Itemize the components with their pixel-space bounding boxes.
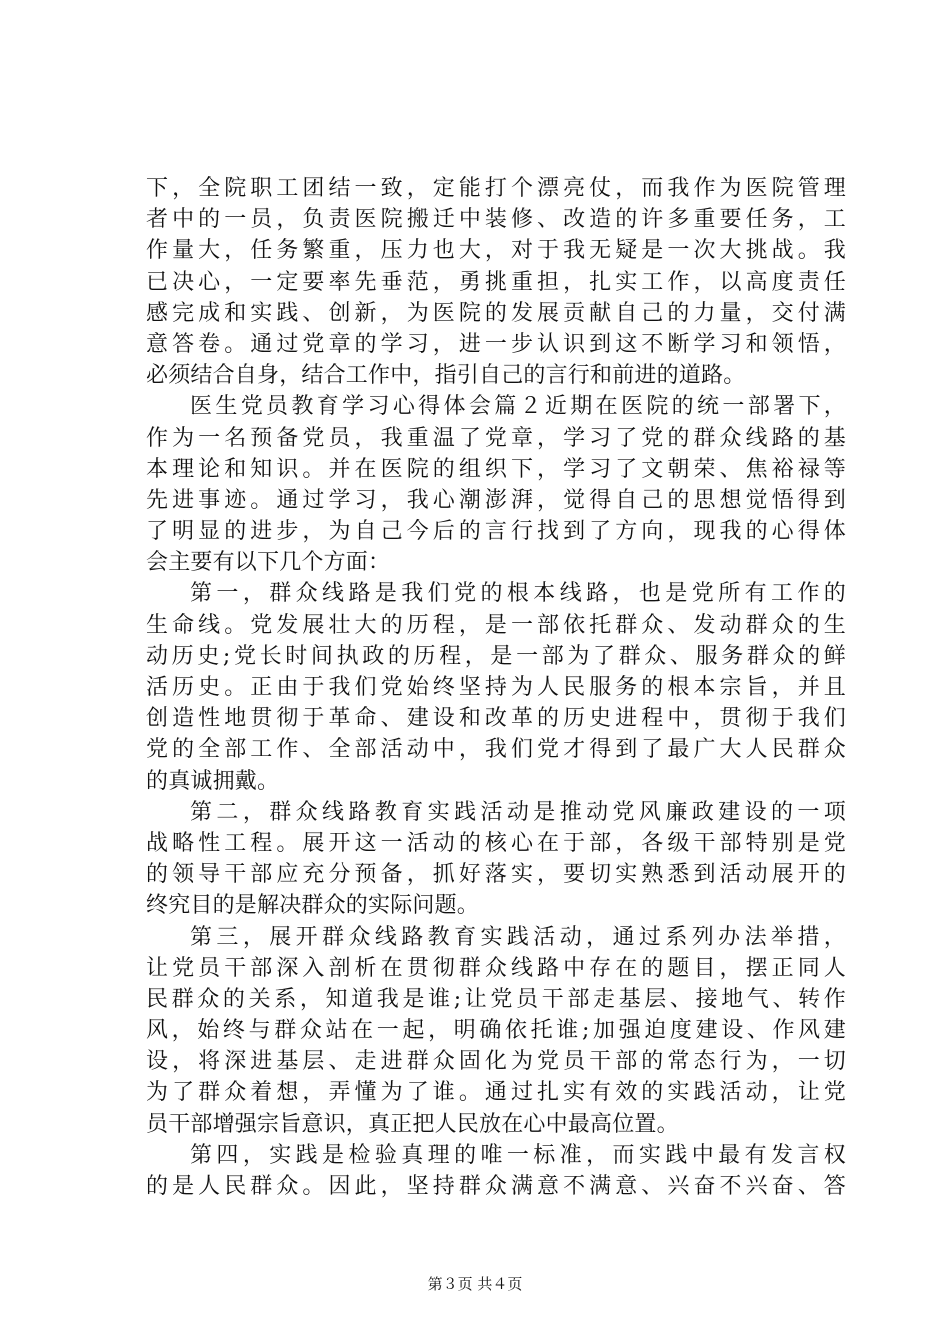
text-line: 的是人民群众。因此，坚持群众满意不满意、兴奋不兴奋、答	[146, 1174, 846, 1199]
text-line: 作量大，任务繁重，压力也大，对于我无疑是一次大挑战。我	[146, 238, 846, 264]
text-line: 感完成和实践、创新，为医院的发展贡献自己的力量，交付满	[146, 300, 846, 326]
text-line: 作为一名预备党员，我重温了党章，学习了党的群众线路的基	[146, 425, 846, 451]
text-line: 创造性地贯彻于革命、建设和改革的历史进程中，贯彻于我们	[146, 706, 846, 732]
text-line: 医生党员教育学习心得体会篇２近期在医院的统一部署下，	[190, 394, 846, 420]
text-line: 活历史。正由于我们党始终坚持为人民服务的根本宗旨，并且	[146, 675, 846, 700]
text-line: 风，始终与群众站在一起，明确依托谁;加强迫度建设、作风建	[146, 1018, 846, 1044]
text-line: 意答卷。通过党章的学习，进一步认识到这不断学习和领悟，	[146, 331, 846, 357]
text-line: 的领导干部应充分预备，抓好落实，要切实熟悉到活动展开的	[146, 862, 846, 888]
body-text	[146, 173, 846, 1202]
text-line: 党的全部工作、全部活动中，我们党才得到了最广大人民群众	[146, 737, 846, 763]
text-line: 生命线。党发展壮大的历程，是一部依托群众、发动群众的生	[146, 612, 846, 638]
text-line: 动历史;党长时间执政的历程，是一部为了群众、服务群众的鲜	[146, 643, 846, 669]
text-line: 为了群众着想，弄懂为了谁。通过扎实有效的实践活动，让党	[146, 1080, 846, 1106]
text-line: 的真诚拥戴。	[146, 768, 280, 794]
text-line: 第三，展开群众线路教育实践活动，通过系列办法举措，	[190, 924, 846, 950]
text-line: 本理论和知识。并在医院的组织下，学习了文朝荣、焦裕禄等	[146, 456, 846, 482]
text-line: 第四，实践是检验真理的唯一标准，而实践中最有发言权	[190, 1142, 846, 1168]
page-footer: 第３页 共４页	[427, 1275, 523, 1293]
text-line: 已决心，一定要率先垂范，勇挑重担，扎实工作，以高度责任	[146, 269, 846, 295]
text-line: 第二，群众线路教育实践活动是推动党风廉政建设的一项	[190, 799, 846, 825]
text-line: 民群众的关系，知道我是谁;让党员干部走基层、接地气、转作	[146, 986, 846, 1012]
text-line: 设，将深进基层、走进群众固化为党员干部的常态行为，一切	[146, 1049, 846, 1075]
text-line: 战略性工程。展开这一活动的核心在于部，各级干部特别是党	[146, 830, 846, 856]
text-line: 终究目的是解决群众的实际问题。	[146, 893, 480, 919]
text-line: 下，全院职工团结一致，定能打个漂亮仗，而我作为医院管理	[146, 176, 846, 201]
text-line: 必须结合自身，结合工作中，指引自己的言行和前进的道路。	[146, 363, 746, 389]
text-line: 员干部增强宗旨意识，真正把人民放在心中最高位置。	[146, 1111, 679, 1137]
text-line: 先进事迹。通过学习，我心潮澎湃，觉得自己的思想觉悟得到	[146, 487, 846, 513]
text-line: 第一，群众线路是我们党的根本线路，也是党所有工作的	[190, 581, 846, 607]
text-line: 了明显的进步，为自己今后的言行找到了方向，现我的心得体	[146, 519, 846, 545]
text-line: 会主要有以下几个方面：	[146, 550, 391, 576]
text-line: 者中的一员，负责医院搬迁中装修、改造的许多重要任务，工	[146, 207, 846, 233]
text-line: 让党员干部深入剖析在贯彻群众线路中存在的题目，摆正同人	[146, 955, 846, 981]
